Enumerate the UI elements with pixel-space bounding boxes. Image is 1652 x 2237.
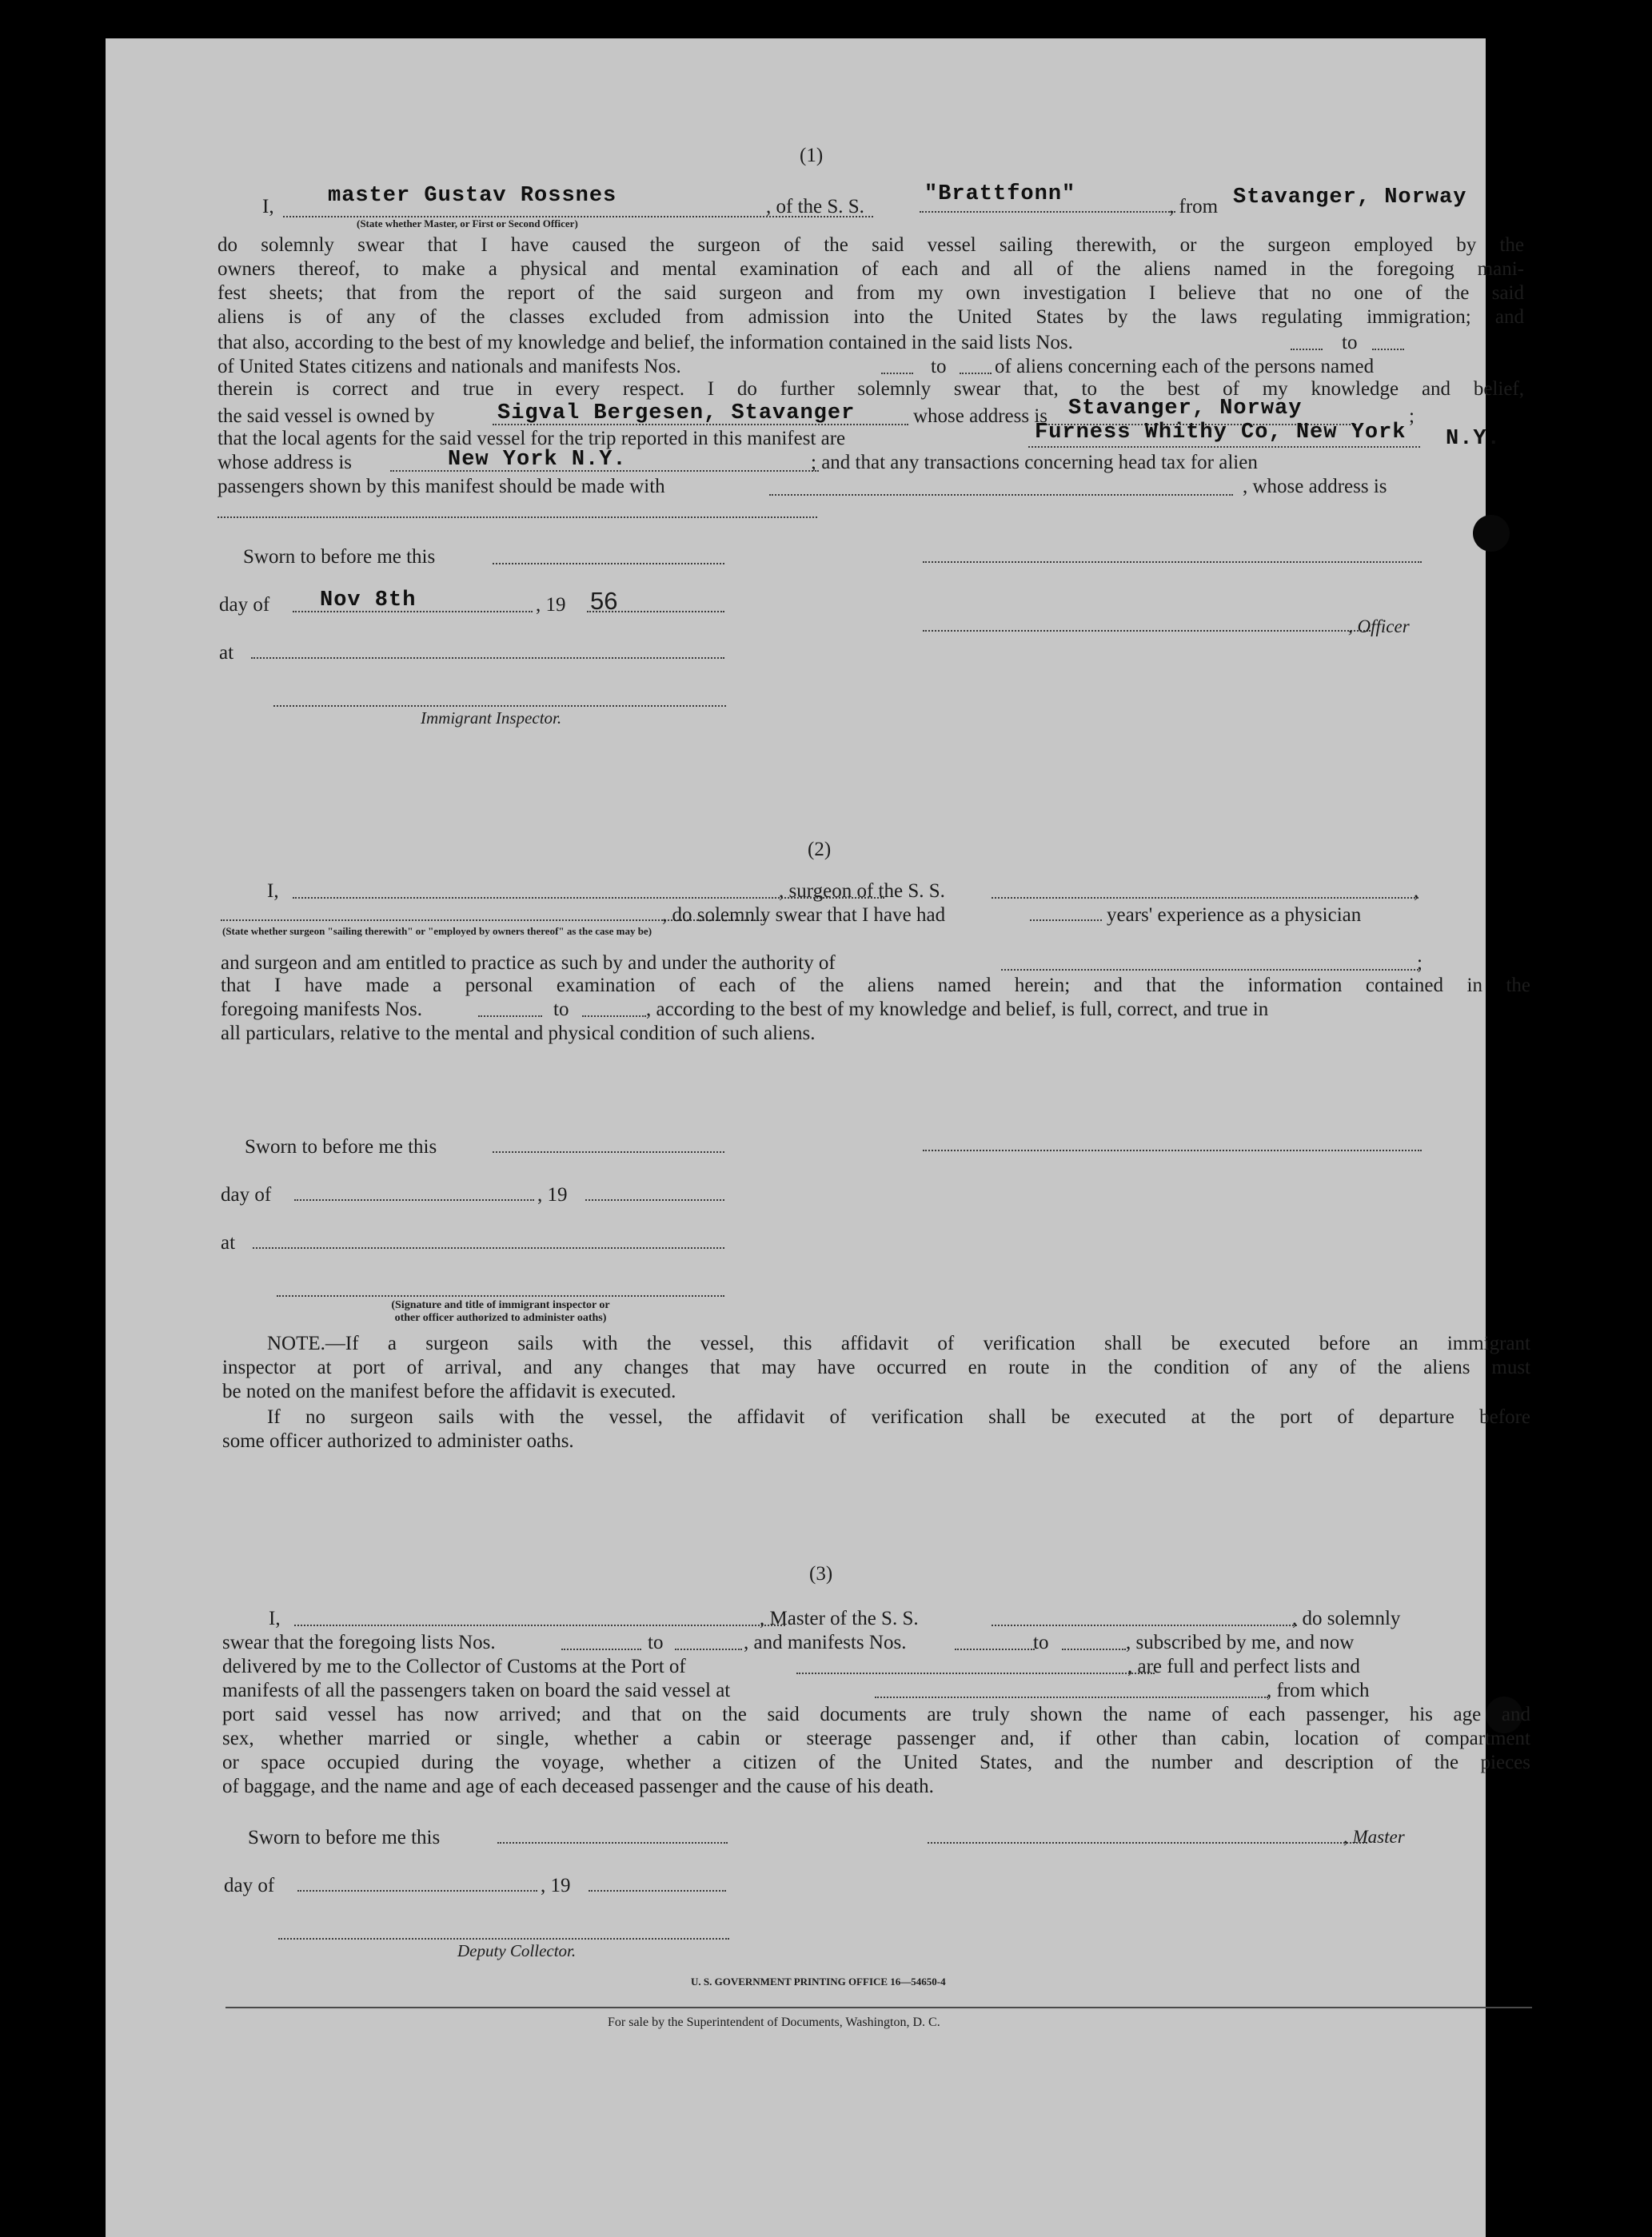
swear-lists-label: swear that the foregoing lists Nos. (222, 1632, 496, 1653)
note-line-3: be noted on the manifest before the affidavit is executed. (222, 1381, 676, 1402)
section-3-manifests-from-line (955, 1649, 1035, 1650)
foregoing-to-line (582, 1015, 646, 1017)
section-3-lists-from-line (561, 1649, 641, 1650)
section-1-at-label: at (219, 642, 234, 664)
delivered-label: delivered by me to the Collector of Customs at the Port of (222, 1656, 686, 1677)
subscribed-label: , subscribed by me, and now (1126, 1632, 1355, 1653)
section-3-line-2: sex, whether married or single, whether a cabin or steerage passenger and, if other than cabin, location of compartment (222, 1728, 1530, 1749)
section-1-day-value: Nov 8th (320, 588, 417, 612)
section-3-day-of-label: day of (224, 1875, 275, 1896)
section-3-i-label: I, (269, 1608, 281, 1629)
section-1-number: (1) (800, 145, 824, 166)
section-1-year-value: 56 (590, 587, 618, 615)
from-label: , from (1169, 196, 1219, 217)
surgeon-ss-label: , surgeon of the S. S. (779, 880, 945, 902)
passengers-label: passengers shown by this manifest should be made with (217, 476, 665, 497)
authority-semicolon: ; (1417, 952, 1423, 974)
surgeon-ship-line (992, 897, 1419, 899)
agents-suffix: N.Y. (1446, 427, 1501, 451)
master-name-value: master Gustav Rossnes (328, 184, 617, 208)
section-3-number: (3) (809, 1563, 833, 1585)
years-line (1030, 919, 1102, 921)
section-1-i-label: I, (262, 196, 274, 217)
section-2-signature-line (277, 1295, 724, 1297)
whose-address-label: , whose address is (1243, 476, 1387, 497)
surgeon-signature-line (923, 1150, 1422, 1151)
inspector-signature-line (273, 705, 726, 707)
note-line-2: inspector at port of arrival, and any changes that may have occurred en route in the condition of any of the aliens must (222, 1357, 1530, 1378)
manifests-line-text: of United States citizens and nationals and manifests Nos. (217, 356, 681, 377)
signature-note-2: other officer authorized to administer oaths) (394, 1312, 607, 1324)
inspector-label: Immigrant Inspector. (421, 708, 562, 728)
manifests-to-label: to (931, 356, 947, 377)
section-1-sworn-label: Sworn to before me this (243, 546, 436, 568)
owned-by-label: the said vessel is owned by (217, 405, 435, 427)
therein-line: therein is correct and true in every respect. I do further solemnly swear that, to the best of my knowledge and belief, (217, 378, 1524, 400)
section-3-master-line (294, 1625, 785, 1626)
from-which-label: , from which (1267, 1680, 1370, 1701)
footer-rule (225, 2007, 1532, 2008)
vessel-at-line (875, 1697, 1268, 1698)
port-line (796, 1673, 1155, 1674)
section-2-i-label: I, (267, 880, 279, 902)
foregoing-from-line (478, 1015, 542, 1017)
section-3-day-line (297, 1890, 537, 1892)
lists-line-text: that also, according to the best of my knowledge and belief, the information contained in the said lists Nos. (217, 332, 1073, 353)
section-2-number: (2) (808, 839, 832, 860)
section-3-line-1: port said vessel has now arrived; and that on the said documents are truly shown the name of each passenger, his age and (222, 1704, 1530, 1725)
section-3-ship-line (992, 1625, 1297, 1626)
manifests-line-text-b: of aliens concerning each of the persons named (995, 356, 1375, 377)
section-3-sworn-label: Sworn to before me this (248, 1827, 441, 1848)
of-ss-label: , of the S. S. (766, 196, 864, 217)
agent-address-label: whose address is (217, 452, 353, 473)
collector-label: Deputy Collector. (457, 1941, 577, 1960)
for-sale-note: For sale by the Superintendent of Documents, Washington, D. C. (608, 2016, 940, 2029)
manifests-at-label: manifests of all the passengers taken on board the said vessel at (222, 1680, 731, 1701)
section-3-line-3: or space occupied during the voyage, whether a citizen of the United States, and the number and description of the pieces (222, 1752, 1530, 1773)
particulars-line: all particulars, relative to the mental and physical condition of such aliens. (221, 1023, 816, 1044)
master-label: , Master (1343, 1827, 1405, 1847)
authority-label: and surgeon and am entitled to practice as such by and under the authority of (221, 952, 836, 974)
note-line-1: NOTE.—If a surgeon sails with the vessel, this affidavit of verification shall be executed before an immigrant (267, 1333, 1530, 1354)
section-1-at-line (251, 657, 724, 659)
section-1-line-1: do solemnly swear that I have caused the surgeon of the said vessel sailing therewith, or the surgeon employed by the (217, 234, 1524, 256)
master-ss-label: , Master of the S. S. (760, 1608, 919, 1629)
section-2-at-line (253, 1247, 724, 1249)
section-1-day-of-label: day of (219, 594, 270, 616)
section-1-line-2: owners thereof, to make a physical and mental examination of each and all of the aliens named in the foregoing mani- (217, 258, 1524, 280)
authority-line (1001, 969, 1419, 971)
master-signature-line (928, 1842, 1367, 1844)
agents-label: that the local agents for the said vessel for the trip reported in this manifest are (217, 428, 846, 449)
owner-address-label: whose address is (913, 405, 1048, 427)
section-2-day-of-label: day of (221, 1184, 272, 1206)
lists-from-line (1291, 349, 1323, 350)
agent-address-value: New York N.Y. (448, 448, 627, 472)
surgeon-ship-comma: , (1414, 880, 1419, 902)
section-3-line-4: of baggage, and the name and age of each deceased passenger and the cause of his death. (222, 1776, 934, 1797)
section-2-at-label: at (221, 1232, 236, 1254)
section-3-lists-to-line (675, 1649, 742, 1650)
foregoing-label: foregoing manifests Nos. (221, 999, 423, 1020)
section-1-sworn-line (493, 563, 724, 564)
lists-to-line (1372, 349, 1404, 350)
section-2-year-prefix: , 19 (537, 1184, 568, 1206)
and-manifests-label: , and manifests Nos. (744, 1632, 907, 1653)
section-3-sworn-line (497, 1842, 728, 1844)
owner-value: Sigval Bergesen, Stavanger (497, 401, 856, 425)
section-3-year-line (589, 1890, 726, 1892)
section-3-year-prefix: , 19 (541, 1875, 571, 1896)
foregoing-label-b: , according to the best of my knowledge and belief, is full, correct, and true in (646, 999, 1269, 1020)
manifests-from-line (881, 373, 913, 374)
form-page (106, 38, 1530, 2237)
section-3-manifests-to-line (1062, 1649, 1126, 1650)
ship-name-line (920, 211, 1175, 213)
printing-office-note: U. S. GOVERNMENT PRINTING OFFICE 16—54650-4 (691, 1976, 946, 1988)
owner-address-value: Stavanger, Norway (1068, 397, 1303, 421)
officer-signature-line-2 (923, 630, 1371, 632)
signature-note-1: (Signature and title of immigrant inspector or (391, 1299, 610, 1311)
foregoing-to-label: to (553, 999, 569, 1020)
section-2-year-line (585, 1199, 724, 1201)
section-1-line-3: fest sheets; that from the report of the said surgeon and from my own investigation I believe that no one of the said (217, 282, 1524, 304)
from-place-value: Stavanger, Norway (1233, 185, 1467, 209)
lists-to-label: to (1342, 332, 1358, 353)
section-3-to-2: to (1033, 1632, 1049, 1653)
solemnly-label: , do solemnly (1292, 1608, 1401, 1629)
section-3-to-1: to (648, 1632, 664, 1653)
surgeon-state-note: (State whether surgeon "sailing therewith" or "employed by owners thereof" as the case may be) (222, 925, 652, 937)
manifests-to-line (960, 373, 992, 374)
agents-value: Furness Whithy Co, New York (1035, 421, 1407, 445)
officer-label: , Officer (1348, 616, 1410, 636)
note-line-5: some officer authorized to administer oaths. (222, 1430, 574, 1452)
punch-hole-top (1473, 515, 1510, 552)
full-lists-label: , are full and perfect lists and (1127, 1656, 1360, 1677)
master-state-note: (State whether Master, or First or Second Officer) (357, 217, 578, 229)
surgeon-swear-label: , do solemnly swear that I have had (662, 904, 946, 926)
section-2-day-line (294, 1199, 534, 1201)
section-2-sworn-line (493, 1151, 724, 1153)
officer-signature-line-1 (923, 561, 1422, 563)
owner-address-semicolon: ; (1409, 405, 1415, 427)
passengers-address-line (217, 516, 817, 518)
section-1-line-4: aliens is of any of the classes excluded from admission into the United States by the laws regulating immigration; and (217, 306, 1524, 328)
years-label: years' experience as a physician (1107, 904, 1362, 926)
note-line-4: If no surgeon sails with the vessel, the affidavit of verification shall be executed at the port of departure before (267, 1406, 1530, 1428)
agents-line (1028, 446, 1420, 448)
head-tax-text: ; and that any transactions concerning head tax for alien (811, 452, 1258, 473)
section-2-sworn-label: Sworn to before me this (245, 1136, 437, 1158)
examined-line: that I have made a personal examination of each of the aliens named herein; and that the information contained in the (221, 975, 1530, 996)
collector-signature-line (278, 1938, 729, 1940)
section-1-year-prefix: , 19 (536, 594, 566, 616)
ship-name-value: "Brattfonn" (924, 182, 1076, 206)
passengers-line (769, 494, 1233, 496)
